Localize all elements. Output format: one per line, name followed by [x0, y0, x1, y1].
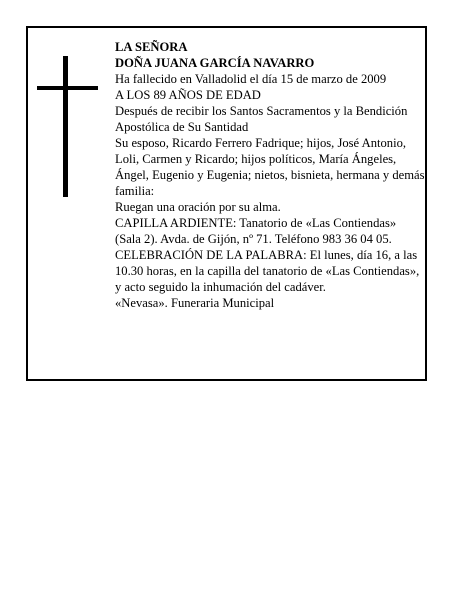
family-line: Su esposo, Ricardo Ferrero Fadrique; hijos, José Antonio, Loli, Carmen y Ricardo; hijos políticos, María Ángeles, Ángel, Eugenio y Eugenia; nietos, bisnieta, hermana y demás familia: [115, 136, 425, 198]
death-info: Ha fallecido en Valladolid el día 15 de marzo de 2009 [115, 72, 387, 86]
obituary-title: LA SEÑORA [115, 40, 188, 54]
cross-vertical-bar [63, 56, 68, 197]
deceased-name: DOÑA JUANA GARCÍA NAVARRO [115, 56, 315, 70]
prayer-request: Ruegan una oración por su alma. [115, 200, 281, 214]
age-line: A LOS 89 AÑOS DE EDAD [115, 88, 261, 102]
ceremony-info: CELEBRACIÓN DE LA PALABRA: El lunes, día 16, a las 10.30 horas, en la capilla del tanatorio de «Las Contiendas», y acto seguido la inhumación del cadáver. [115, 248, 420, 294]
funeral-home: «Nevasa». Funeraria Municipal [115, 296, 275, 310]
obituary-text [115, 39, 425, 311]
chapel-info: CAPILLA ARDIENTE: Tanatorio de «Las Contiendas» (Sala 2). Avda. de Gijón, nº 71. Teléfono 983 36 04 05. [115, 216, 397, 246]
sacraments-line: Después de recibir los Santos Sacramentos y la Bendición Apostólica de Su Santidad [115, 104, 408, 134]
cross-horizontal-bar [37, 86, 98, 90]
